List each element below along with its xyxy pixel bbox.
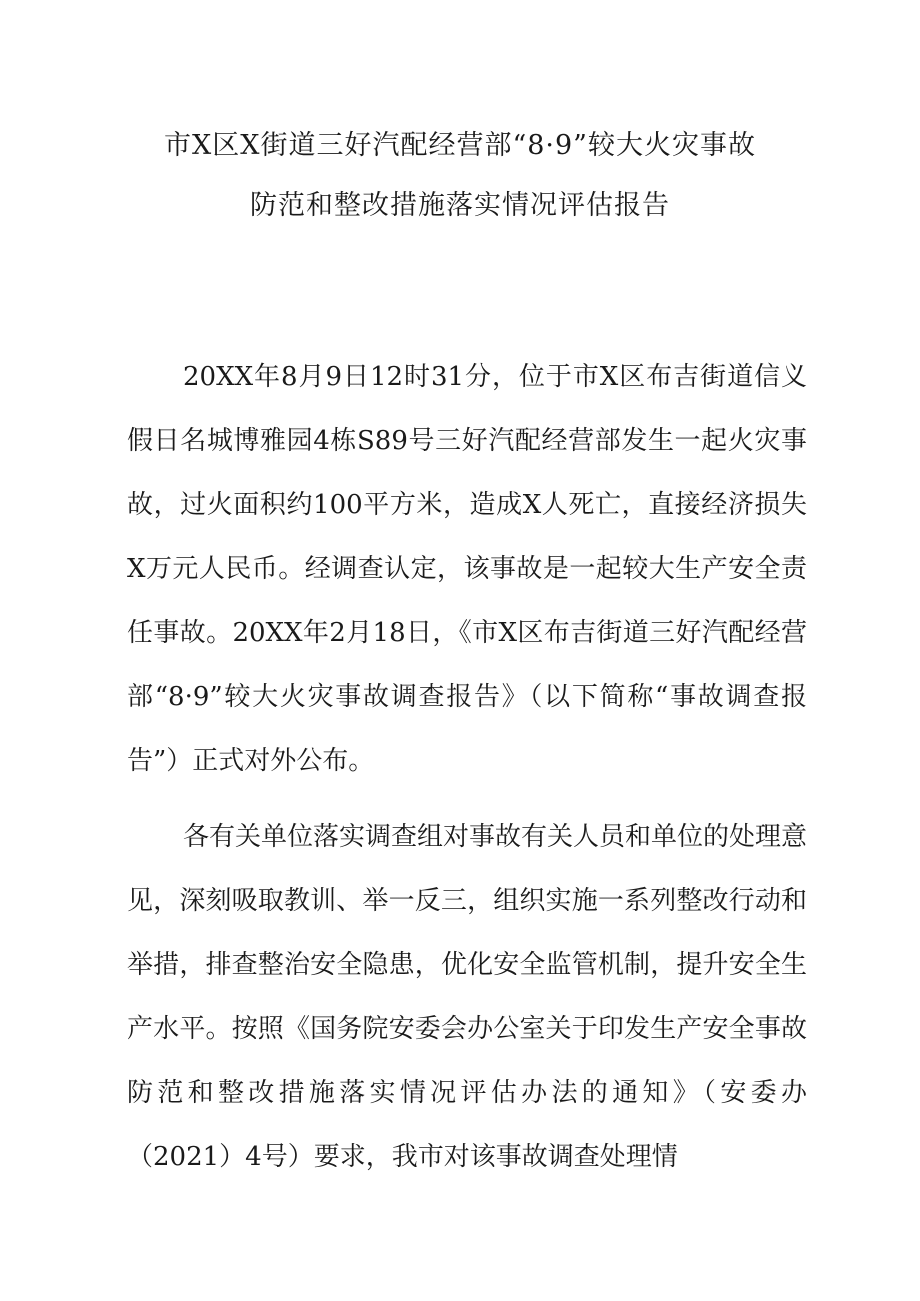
report-title-line-2: 防范和整改措施落实情况评估报告 xyxy=(250,190,670,221)
body-paragraph-1: 20XX年8月9日12时31分，位于市X区布吉街道信义假日名城博雅园4栋S89号三好汽配经营部发生一起火灾事故，过火面积约100平方米，造成X人死亡，直接经济损失X万元人民币。经调查认定，该事故是一起较大生产安全责任事故。20XX年2月18日，《市X区布吉街道三好汽配经营部“8·9”较大火灾事故调查报告》（以下简称“事故调查报告”）正式对外公布。 xyxy=(127,362,807,776)
body-paragraph-2: 各有关单位落实调查组对事故有关人员和单位的处理意见，深刻吸取教训、举一反三，组织实施一系列整改行动和举措，排查整治安全隐患，优化安全监管机制，提升安全生产水平。按照《国务院安委会办公室关于印发生产安全事故防范和整改措施落实情况评估办法的通知》（安委办（2021）4号）要求，我市对该事故调查处理情 xyxy=(127,822,808,1172)
report-title-line-1: 市X区X街道三好汽配经营部“8·9”较大火灾事故 xyxy=(164,130,756,161)
